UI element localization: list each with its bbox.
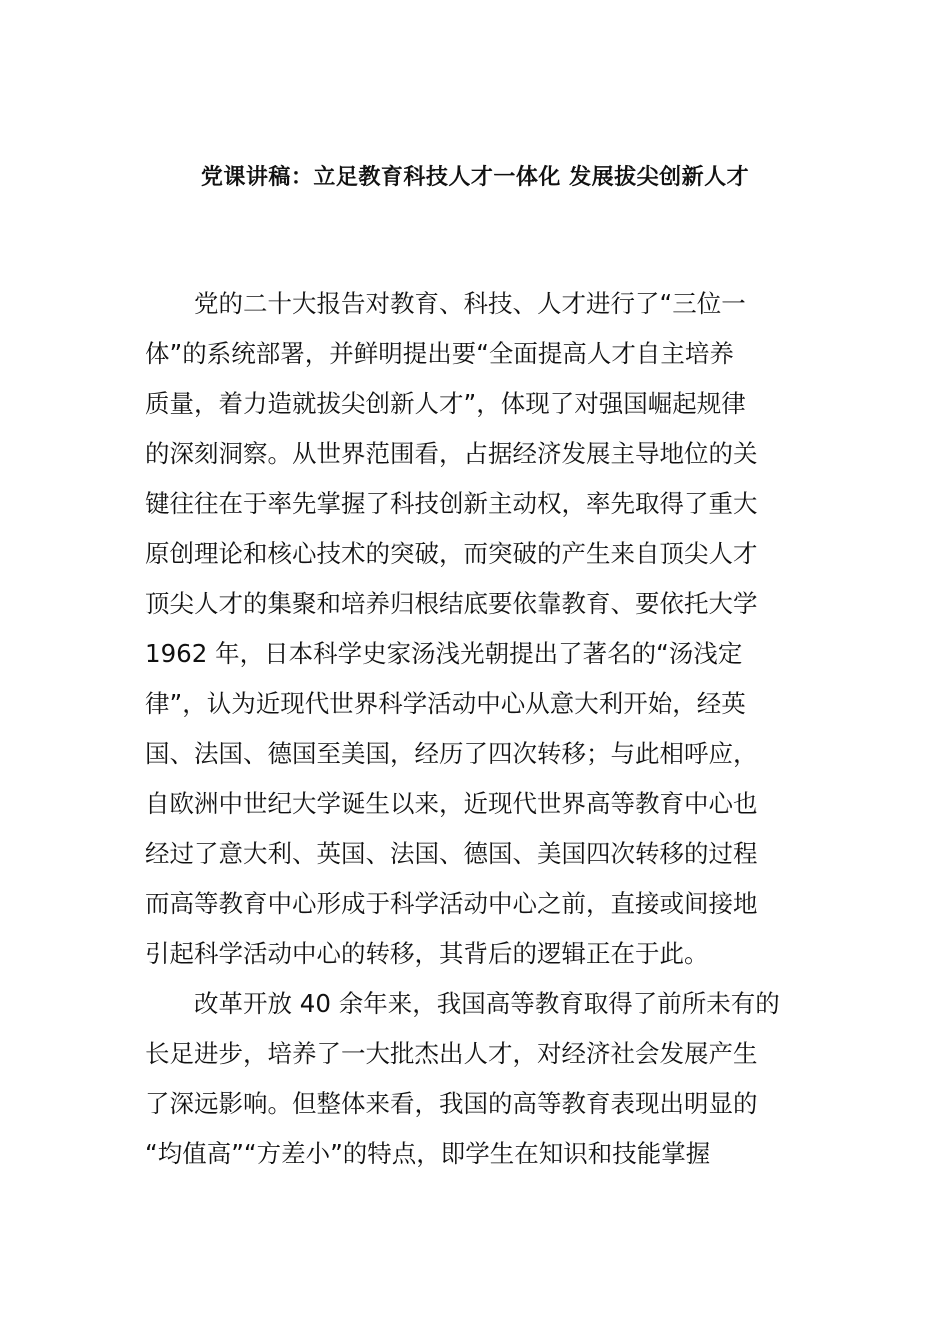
paragraph-line: 自欧洲中世纪大学诞生以来，近现代世界高等教育中心也: [145, 789, 758, 818]
document-title: 党课讲稿：立足教育科技人才一体化 发展拔尖创新人才: [200, 165, 750, 190]
paragraph-line: 键往往在于率先掌握了科技创新主动权，率先取得了重大: [145, 489, 758, 518]
paragraph-line: 质量，着力造就拔尖创新人才”，体现了对强国崛起规律: [145, 389, 746, 418]
paragraph-line: 体”的系统部署，并鲜明提出要“全面提高人才自主培养: [145, 339, 734, 368]
paragraph-line: 改革开放 40 余年来，我国高等教育取得了前所未有的: [194, 989, 780, 1018]
document-body: [145, 279, 810, 1179]
paragraph-line: 国、法国、德国至美国，经历了四次转移；与此相呼应，: [145, 739, 758, 768]
paragraph-line: 顶尖人才的集聚和培养归根结底要依靠教育、要依托大学: [145, 589, 758, 618]
paragraph-line: 长足进步，培养了一大批杰出人才，对经济社会发展产生: [145, 1039, 758, 1068]
paragraph-line: 了深远影响。但整体来看，我国的高等教育表现出明显的: [145, 1089, 758, 1118]
paragraph-line: 引起科学活动中心的转移，其背后的逻辑正在于此。: [145, 939, 709, 968]
paragraph-line: 原创理论和核心技术的突破，而突破的产生来自顶尖人才: [145, 539, 758, 568]
paragraph-line: 党的二十大报告对教育、科技、人才进行了“三位一: [194, 289, 746, 318]
paragraph-line: 律”，认为近现代世界科学活动中心从意大利开始，经英: [145, 689, 746, 718]
paragraph-line: “均值高”“方差小”的特点，即学生在知识和技能掌握: [145, 1139, 711, 1168]
paragraph-line: 而高等教育中心形成于科学活动中心之前，直接或间接地: [145, 889, 758, 918]
paragraph-line: 的深刻洞察。从世界范围看，占据经济发展主导地位的关: [145, 439, 758, 468]
paragraph-line: 1962 年，日本科学史家汤浅光朝提出了著名的“汤浅定: [145, 639, 743, 668]
paragraph-line: 经过了意大利、英国、法国、德国、美国四次转移的过程: [145, 839, 758, 868]
